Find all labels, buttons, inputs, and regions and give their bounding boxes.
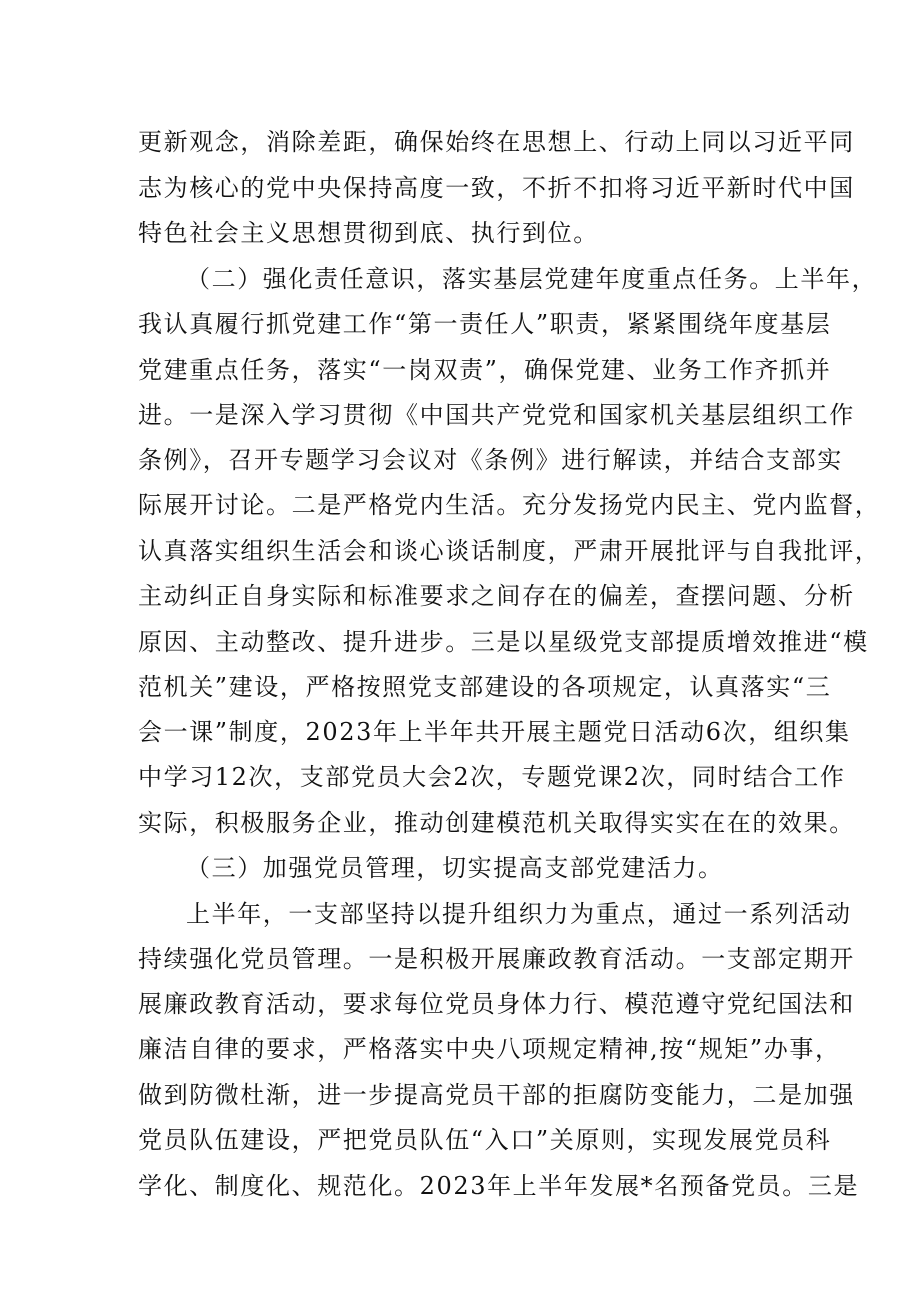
text-line: 持续强化党员管理。一是积极开展廉政教育活动。一支部定期开: [138, 945, 855, 973]
text-line: 主动纠正自身实际和标准要求之间存在的偏差，查摆问题、分析: [138, 582, 855, 610]
text-line: 更新观念，消除差距，确保始终在思想上、行动上同以习近平同: [138, 128, 855, 156]
text-line: 进。一是深入学习贯彻《中国共产党党和国家机关基层组织工作: [138, 401, 855, 429]
text-line: 特色社会主义思想贯彻到底、执行到位。: [138, 219, 599, 247]
text-line: 认真落实组织生活会和谈心谈话制度，严肃开展批评与自我批评，: [138, 537, 881, 565]
paragraph-start-line: 上半年，一支部坚持以提升组织力为重点，通过一系列活动: [186, 900, 852, 928]
text-line: 会一课”制度，2023年上半年共开展主题党日活动6次，组织集: [138, 718, 851, 746]
section-heading-3: （三）加强党员管理，切实提高支部党建活力。: [186, 854, 724, 882]
text-line: 中学习12次，支部党员大会2次，专题党课2次，同时结合工作: [138, 763, 846, 791]
text-line: 原因、主动整改、提升进步。三是以星级党支部提质增效推进“模: [138, 628, 869, 656]
text-line: 志为核心的党中央保持高度一致，不折不扣将习近平新时代中国: [138, 174, 855, 202]
text-line: 际展开讨论。二是严格党内生活。充分发扬党内民主、党内监督，: [138, 491, 881, 519]
text-line: 范机关”建设，严格按照党支部建设的各项规定，认真落实“三: [138, 673, 832, 701]
section-heading-2: （二）强化责任意识，落实基层党建年度重点任务。上半年，: [186, 265, 878, 293]
text-line: 我认真履行抓党建工作“第一责任人”职责，紧紧围绕年度基层: [138, 310, 832, 338]
text-line: 实际，积极服务企业，推动创建模范机关取得实实在在的效果。: [138, 809, 855, 837]
text-line: 廉洁自律的要求，严格落实中央八项规定精神,按“规矩”办事，: [138, 1035, 841, 1063]
text-line: 做到防微杜渐，进一步提高党员干部的拒腐防变能力，二是加强: [138, 1081, 855, 1109]
text-line: 学化、制度化、规范化。2023年上半年发展*名预备党员。三是: [138, 1172, 860, 1200]
text-line: 党建重点任务，落实“一岗双责”，确保党建、业务工作齐抓并: [138, 356, 832, 384]
text-line: 党员队伍建设，严把党员队伍“入口”关原则，实现发展党员科: [138, 1126, 832, 1154]
text-line: 条例》，召开专题学习会议对《条例》进行解读，并结合支部实: [138, 446, 843, 474]
text-line: 展廉政教育活动，要求每位党员身体力行、模范遵守党纪国法和: [138, 990, 855, 1018]
